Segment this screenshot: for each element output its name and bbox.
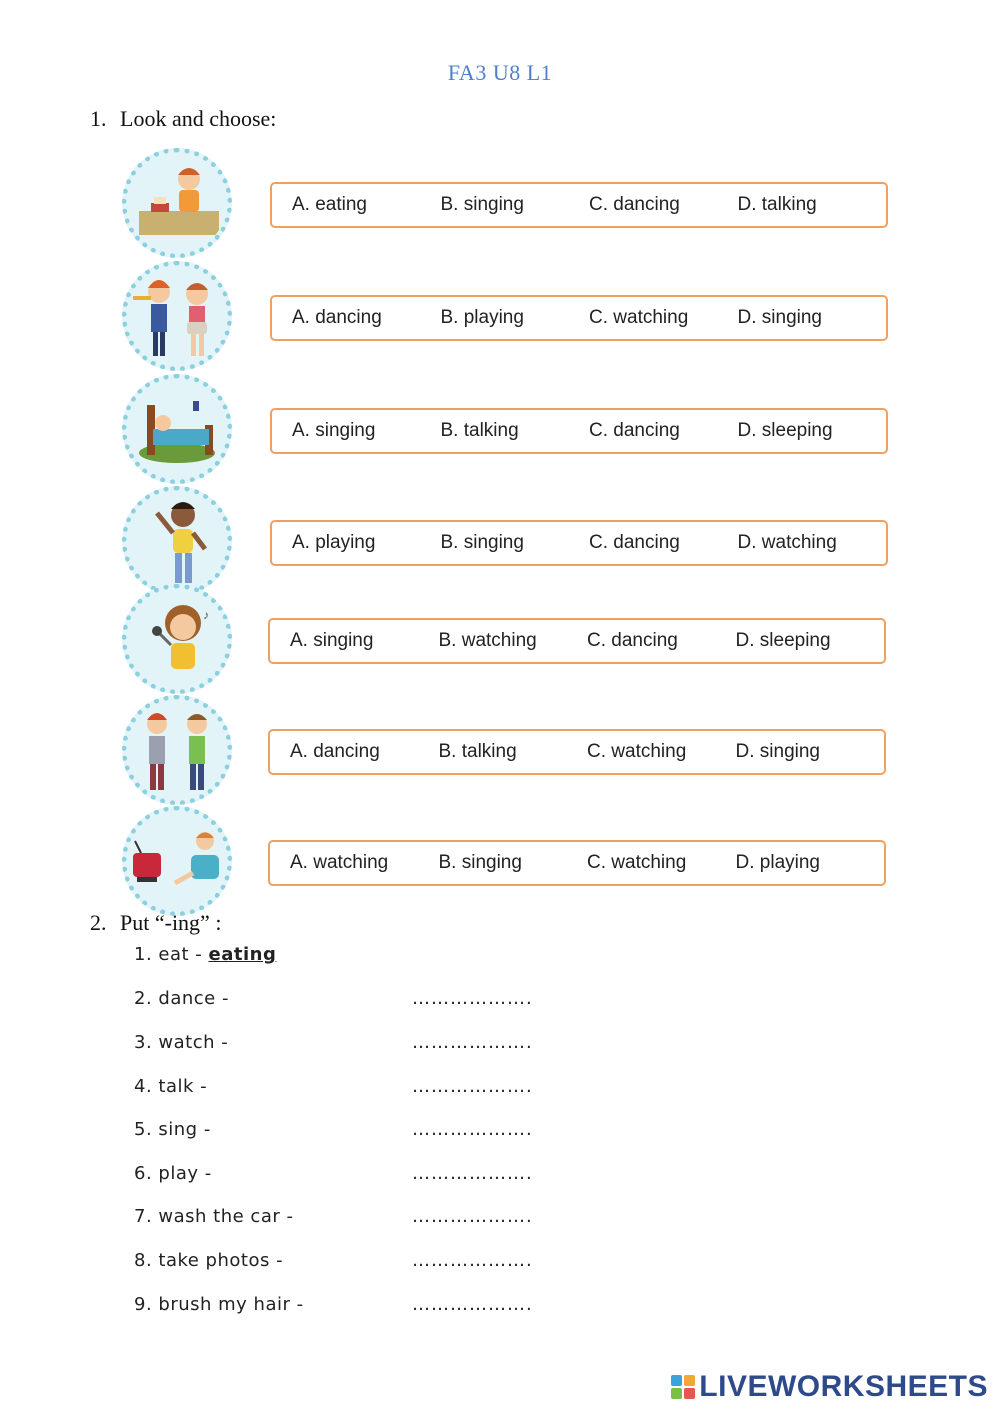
svg-text:♪: ♪ (203, 608, 209, 622)
picture-child-sleeping-in-bed (122, 374, 232, 484)
boy-eating-cake-icon (127, 153, 227, 253)
option-c[interactable]: C. watching (587, 741, 687, 762)
ing-word: 5. sing - (134, 1119, 211, 1140)
option-d[interactable]: D. talking (737, 194, 817, 215)
option-a[interactable]: A. singing (290, 630, 374, 651)
section-1-number: 1. (90, 106, 107, 131)
ing-example (134, 944, 734, 972)
picture-child-watching-tv (122, 806, 232, 916)
option-d[interactable]: D. playing (735, 852, 820, 873)
page-title: FA3 U8 L1 (447, 60, 553, 85)
option-b[interactable]: B. playing (440, 307, 524, 328)
ing-item-6 (134, 1163, 734, 1191)
answer-options-1 (270, 182, 888, 228)
ing-answer-blank[interactable]: ………………. (412, 1294, 533, 1315)
liveworksheets-wordmark: LIVEWORKSHEETS (699, 1370, 988, 1403)
ing-answer-blank[interactable]: ………………. (412, 1076, 533, 1097)
option-a[interactable]: A. dancing (292, 307, 382, 328)
option-c[interactable]: C. dancing (587, 630, 678, 651)
logo-letter-l (671, 1375, 682, 1386)
ing-item-3 (134, 1032, 734, 1060)
option-d[interactable]: D. sleeping (735, 630, 831, 651)
option-c[interactable]: C. watching (589, 307, 689, 328)
answer-options-7 (268, 840, 886, 886)
section-2-heading (90, 910, 221, 936)
option-b[interactable]: B. talking (438, 741, 517, 762)
ing-example-answer: eating (208, 944, 277, 965)
question-row-1 (122, 148, 902, 258)
picture-girl-dancing (122, 486, 232, 596)
option-b[interactable]: B. singing (440, 194, 524, 215)
answer-options-5 (268, 618, 886, 664)
question-row-4 (122, 486, 902, 596)
ing-item-4 (134, 1076, 734, 1104)
liveworksheets-mark-icon (671, 1375, 695, 1399)
ing-answer-blank[interactable]: ………………. (412, 1206, 533, 1227)
picture-girl-singing-with-microphone (122, 584, 232, 694)
option-c[interactable]: C. dancing (589, 532, 680, 553)
option-b[interactable]: B. singing (440, 532, 524, 553)
option-d[interactable]: D. singing (735, 741, 820, 762)
child-watching-tv-icon (127, 811, 227, 911)
picture-kids-playing-instruments (122, 261, 232, 371)
ing-word: 9. brush my hair - (134, 1294, 304, 1315)
picture-two-boys-talking (122, 695, 232, 805)
logo-letter-e (684, 1388, 695, 1399)
answer-options-6 (268, 729, 886, 775)
option-c[interactable]: C. dancing (589, 420, 680, 441)
ing-answer-blank[interactable]: ………………. (412, 1032, 533, 1053)
option-a[interactable]: A. singing (292, 420, 376, 441)
question-row-3 (122, 374, 902, 484)
ing-item-2 (134, 988, 734, 1016)
ing-word: 6. play - (134, 1163, 212, 1184)
kids-playing-instruments-icon (127, 266, 227, 366)
ing-example-word: 1. eat - (134, 944, 209, 965)
option-c[interactable]: C. dancing (589, 194, 680, 215)
girl-singing-with-microphone-icon (127, 589, 227, 689)
option-d[interactable]: D. singing (737, 307, 822, 328)
option-a[interactable]: A. dancing (290, 741, 380, 762)
ing-word: 2. dance - (134, 988, 229, 1009)
ing-word: 4. talk - (134, 1076, 208, 1097)
option-b[interactable]: B. talking (440, 420, 519, 441)
question-row-2 (122, 261, 902, 371)
section-1-heading (90, 106, 276, 132)
ing-item-8 (134, 1250, 734, 1278)
option-d[interactable]: D. sleeping (737, 420, 833, 441)
question-row-5 (122, 584, 902, 694)
ing-example-line (134, 944, 276, 965)
liveworksheets-logo (671, 1370, 988, 1404)
answer-options-2 (270, 295, 888, 341)
option-a[interactable]: A. eating (292, 194, 367, 215)
ing-item-7 (134, 1206, 734, 1234)
question-row-7 (122, 806, 902, 916)
ing-word: 8. take photos - (134, 1250, 284, 1271)
answer-options-4 (270, 520, 888, 566)
option-b[interactable]: B. singing (438, 852, 522, 873)
two-boys-talking-icon (127, 700, 227, 800)
ing-answer-blank[interactable]: ………………. (412, 1163, 533, 1184)
option-a[interactable]: A. watching (290, 852, 389, 873)
option-b[interactable]: B. watching (438, 630, 537, 651)
section-2-title: Put “-ing” : (120, 910, 222, 935)
ing-answer-blank[interactable]: ………………. (412, 1119, 533, 1140)
section-2-number: 2. (90, 910, 107, 935)
ing-item-5 (134, 1119, 734, 1147)
option-a[interactable]: A. playing (292, 532, 376, 553)
ing-word: 7. wash the car - (134, 1206, 294, 1227)
option-c[interactable]: C. watching (587, 852, 687, 873)
answer-options-3 (270, 408, 888, 454)
option-d[interactable]: D. watching (737, 532, 837, 553)
question-row-6 (122, 695, 902, 805)
logo-letter-i (684, 1375, 695, 1386)
ing-answer-blank[interactable]: ………………. (412, 988, 533, 1009)
section-1-title: Look and choose: (120, 106, 277, 131)
picture-boy-eating-cake (122, 148, 232, 258)
logo-letter-v (671, 1388, 682, 1399)
ing-answer-blank[interactable]: ………………. (412, 1250, 533, 1271)
ing-item-9 (134, 1294, 734, 1322)
ing-word: 3. watch - (134, 1032, 229, 1053)
girl-dancing-icon (127, 491, 227, 591)
child-sleeping-in-bed-icon (127, 379, 227, 479)
